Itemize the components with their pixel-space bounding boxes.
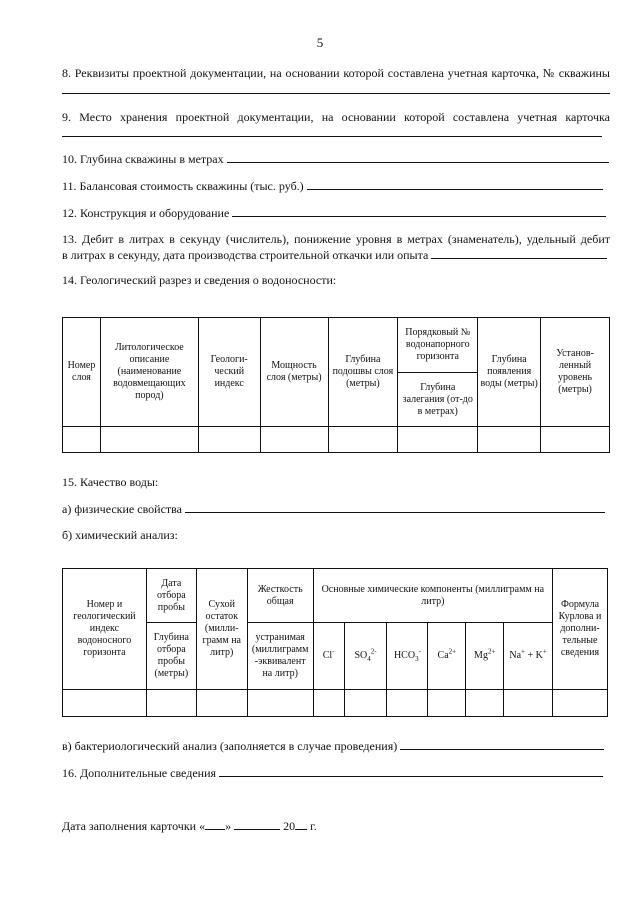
table-cell[interactable] [100,427,198,453]
filled-date-row [62,818,610,834]
header-hardness-total: Жесткость общая [247,569,313,623]
item-12-row [62,205,610,221]
ion-hco3: $HCO_3^-$ [387,623,428,690]
item-15b-label: б) химический анализ: [62,528,178,542]
item-13-row-2 [62,247,610,263]
table-cell[interactable] [328,427,398,453]
table-cell[interactable] [428,690,466,717]
table-cell[interactable] [313,690,344,717]
item-16-label: 16. Дополнительные сведения [62,766,217,780]
header-horizon: Номер и геологический индекс водоносного горизонта [63,569,147,690]
table-cell[interactable] [247,690,313,717]
table-cell[interactable] [478,427,541,453]
filled-date-month-field[interactable] [234,818,280,830]
item-14-label: 14. Геологический разрез и сведения о водоносности: [62,273,337,287]
filled-date-day-field[interactable] [205,818,225,830]
ion-so4: $SO_4^{2-}$ [344,623,387,690]
header-hardness-removable: устранимая (миллиграмм -эквивалент на литр) [247,623,313,690]
item-15c-row [62,738,610,754]
item-13-line-1: 13. Дебит в литрах в секунду (числитель), понижение уровня в метрах (знаменатель), удельный дебит [62,232,610,246]
item-16-row [62,765,610,781]
item-15-label: 15. Качество воды: [62,475,159,489]
item-13-field[interactable] [431,247,607,259]
chemical-analysis-table [62,568,608,717]
item-8-label: 8. Реквизиты проектной документации, на основании которой составлена учетная карточка, № скважины [62,66,610,80]
header-steady-level: Установ-ленный уровень (метры) [541,318,610,427]
table-cell[interactable] [466,690,504,717]
header-main-components: Основные химические компоненты (миллиграмм на литр) [313,569,552,623]
filled-date-mid: » [225,819,232,833]
item-12-field[interactable] [232,205,606,217]
table-cell[interactable] [541,427,610,453]
header-water-depth: Глубина появления воды (метры) [478,318,541,427]
item-15c-field[interactable] [400,738,604,750]
geological-section-table [62,317,610,453]
item-11-label: 11. Балансовая стоимость скважины (тыс. руб.) [62,179,304,193]
header-sampling-date: Дата отбора пробы [146,569,196,623]
filled-date-year-prefix: 20 [283,819,296,833]
table-cell[interactable] [344,690,387,717]
item-16-field[interactable] [219,765,603,777]
item-15a-field[interactable] [185,501,605,513]
table-cell[interactable] [63,427,101,453]
header-sampling-depth: Глубина отбора пробы (метры) [146,623,196,690]
item-10-row [62,151,610,167]
ion-cl: Cl- [313,623,344,690]
filled-date-year-field[interactable] [295,818,307,830]
table-row [63,427,610,453]
item-8-field[interactable] [62,93,610,94]
item-12-label: 12. Конструкция и оборудование [62,206,230,220]
filled-date-suffix: г. [310,819,317,833]
header-geo-index: Геологи-ческий индекс [198,318,260,427]
item-10-label: 10. Глубина скважины в метрах [62,152,224,166]
item-9-field[interactable] [62,136,602,137]
item-10-field[interactable] [227,151,609,163]
table-cell[interactable] [146,690,196,717]
table-cell[interactable] [196,690,247,717]
table-cell[interactable] [387,690,428,717]
header-occurrence-depth: Глубина залегания (от-до в метрах) [398,373,478,427]
header-confined-horizon: Порядковый № водонапорного горизонта [398,318,478,373]
item-15c-label: в) бактериологический анализ (заполняется в случае проведения) [62,739,398,753]
item-9-label: 9. Место хранения проектной документации, на основании которой составлена учетная карточка [62,110,610,124]
table-cell[interactable] [260,427,328,453]
table-cell[interactable] [398,427,478,453]
table-cell[interactable] [198,427,260,453]
item-13-line-2: в литрах в секунду, дата производства строительной откачки или опыта [62,248,429,262]
table-cell[interactable] [63,690,147,717]
header-kurlov-formula: Формула Курлова и дополни-тельные сведения [552,569,607,690]
item-11-row [62,178,610,194]
table-row [63,690,608,717]
table-cell[interactable] [552,690,607,717]
item-15a-row [62,501,610,517]
item-15a-label: а) физические свойства [62,502,182,516]
header-layer-number: Номер слоя [63,318,101,427]
ion-ca: $Ca^{2+}$ [428,623,466,690]
ion-na-k: Na+ + K+ [504,623,553,690]
ion-mg: $Mg^{2+}$ [466,623,504,690]
header-lithology: Литологическое описание (наименование водовмещающих пород) [100,318,198,427]
filled-date-prefix: Дата заполнения карточки « [62,819,206,833]
header-dry-residue: Сухой остаток (милли-грамм на литр) [196,569,247,690]
table-cell[interactable] [504,690,553,717]
item-11-field[interactable] [307,178,603,190]
page-number: 5 [316,35,324,50]
header-thickness: Мощность слоя (метры) [260,318,328,427]
header-bottom-depth: Глубина подошвы слоя (метры) [328,318,398,427]
